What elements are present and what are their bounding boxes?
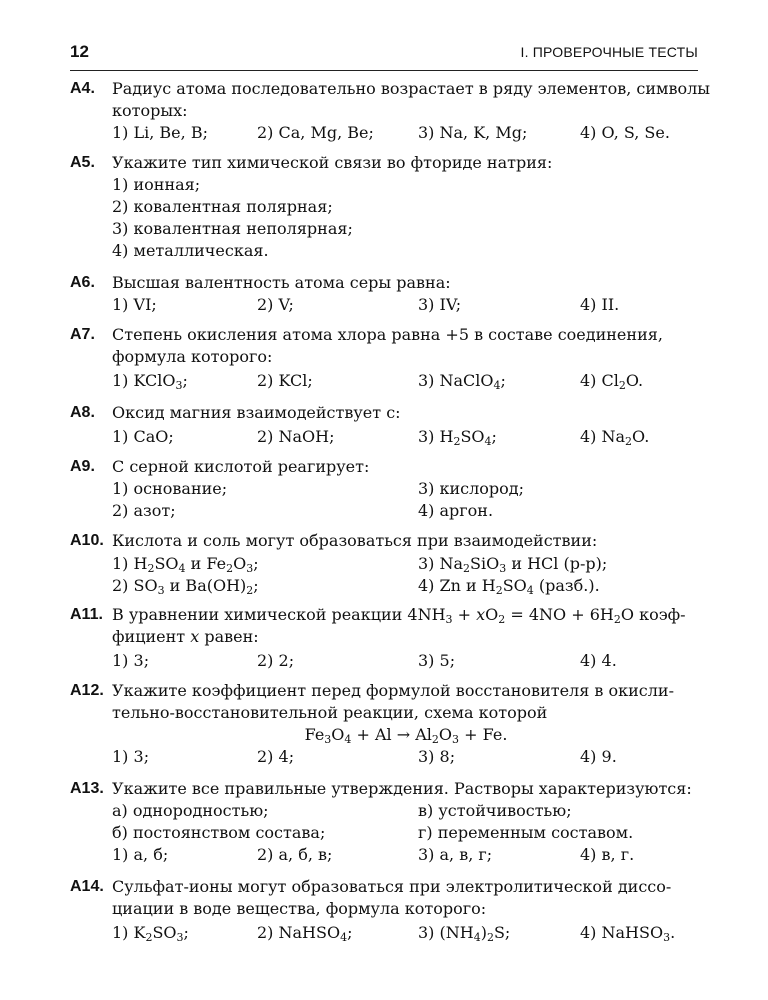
answer-options: [112, 478, 700, 522]
option-4: 4) II.: [580, 295, 620, 314]
page-number: 12: [70, 42, 89, 61]
question-id: A14.: [70, 878, 104, 895]
question-id: A10.: [70, 532, 104, 549]
answer-options: [112, 553, 700, 597]
question-text: [112, 680, 700, 724]
option-1: 1) VI;: [112, 295, 157, 314]
reaction-scheme: $Fe_3O_4 + Al \to Al_2O_3 + Fe$.: [304, 725, 508, 746]
option-3: 3) $H_2SO_4$;: [418, 427, 497, 448]
option-4: 4) 4.: [580, 651, 617, 670]
question-text: [112, 778, 700, 800]
question-line: С серной кислотой реагирует:: [112, 457, 370, 476]
option-4: 4) $Cl_2O$.: [580, 371, 644, 392]
option-4: 4) в, г.: [580, 845, 635, 864]
option-1: 1) KClO$_3$;: [112, 371, 188, 392]
statement-a: а) однородностью;: [112, 801, 269, 820]
answer-options: [112, 294, 700, 316]
question-id: A7.: [70, 326, 95, 343]
question-line: фициент x равен:: [112, 627, 259, 646]
answer-options: [112, 650, 700, 672]
option-4: 4) $Na_2O$.: [580, 427, 650, 448]
option-1: 1) $H_2SO_4$ и $Fe_2O_3$;: [112, 554, 259, 575]
option-2: 2) NaOH;: [257, 427, 335, 446]
option-4: 4) O, S, Se.: [580, 123, 670, 142]
option-4: 4) 9.: [580, 747, 617, 766]
question-id: A12.: [70, 682, 104, 699]
option-3: 3) IV;: [418, 295, 462, 314]
answer-options: [112, 370, 700, 392]
question-text: [112, 324, 700, 368]
question-line: В уравнении химической реакции $4NH_3 + xO_2 = 4NO + 6H_2O$ коэф-: [112, 605, 686, 626]
question-line: Радиус атома последовательно возрастает в ряду элементов, символы: [112, 79, 711, 98]
option-4: 4) металлическая.: [112, 241, 269, 260]
option-3: 3) NaClO$_4$;: [418, 371, 506, 392]
question-id: A13.: [70, 780, 104, 797]
statement-v: в) устойчивостью;: [418, 801, 572, 820]
option-3: 3) 8;: [418, 747, 456, 766]
option-2: 2) KCl;: [257, 371, 313, 390]
option-2: 2) Ca, Mg, Be;: [257, 123, 374, 142]
page-header: [70, 40, 698, 71]
option-3: 3) $Na_2SiO_3$ и HCl (р-р);: [418, 554, 608, 575]
option-2: 2) 4;: [257, 747, 295, 766]
question-line: Укажите все правильные утверждения. Растворы характеризуются:: [112, 779, 692, 798]
question-text: [112, 402, 700, 424]
option-2: 2) азот;: [112, 501, 176, 520]
question-line: циации в воде вещества, формула которого:: [112, 899, 487, 918]
statement-b: б) постоянством состава;: [112, 823, 326, 842]
statement-g: г) переменным составом.: [418, 823, 634, 842]
question-id: A6.: [70, 274, 95, 291]
option-4: 4) Zn и $H_2SO_4$ (разб.).: [418, 576, 600, 597]
question-text: [112, 530, 700, 552]
question-text: [112, 604, 700, 648]
option-1: 1) Li, Be, B;: [112, 123, 208, 142]
question-line: Кислота и соль могут образоваться при взаимодействии:: [112, 531, 598, 550]
question-line: формула которого:: [112, 347, 273, 366]
option-1: 1) $K_2SO_3$;: [112, 923, 189, 944]
answer-options: [112, 426, 700, 448]
option-3: 3) 5;: [418, 651, 456, 670]
question-text: [112, 152, 700, 174]
question-line: Степень окисления атома хлора равна +5 в составе соединения,: [112, 325, 663, 344]
question-text: [112, 78, 711, 122]
option-1: 1) ионная;: [112, 175, 201, 194]
option-1: 1) 3;: [112, 747, 150, 766]
option-4: 4) NaHSO$_3$.: [580, 923, 676, 944]
answer-options: [112, 922, 700, 944]
question-line: Сульфат-ионы могут образоваться при электролитической диссо-: [112, 877, 672, 896]
question-line: Оксид магния взаимодействует с:: [112, 403, 401, 422]
question-text: [112, 272, 700, 294]
answer-options: [112, 122, 700, 144]
option-4: 4) аргон.: [418, 501, 494, 520]
section-title: I. ПРОВЕРОЧНЫЕ ТЕСТЫ: [520, 44, 698, 60]
question-line: Высшая валентность атома серы равна:: [112, 273, 451, 292]
option-2: 2) V;: [257, 295, 294, 314]
option-3: 3) ковалентная неполярная;: [112, 219, 353, 238]
option-3: 3) кислород;: [418, 479, 525, 498]
option-2: 2) NaHSO$_4$;: [257, 923, 353, 944]
question-text: [112, 876, 700, 920]
option-1: 1) основание;: [112, 479, 228, 498]
question-id: A8.: [70, 404, 95, 421]
answer-options: [112, 724, 700, 768]
option-1: 1) CaO;: [112, 427, 174, 446]
question-text: [112, 456, 700, 478]
option-2: 2) а, б, в;: [257, 845, 333, 864]
option-2: 2) $SO_3$ и $Ba(OH)_2$;: [112, 576, 259, 597]
option-2: 2) ковалентная полярная;: [112, 197, 333, 216]
question-line: которых:: [112, 101, 188, 120]
question-line: тельно-восстановительной реакции, схема которой: [112, 703, 548, 722]
option-1: 1) а, б;: [112, 845, 169, 864]
option-3: 3) $(NH_4)_2S$;: [418, 923, 511, 944]
option-3: 3) Na, K, Mg;: [418, 123, 528, 142]
question-id: A11.: [70, 606, 103, 623]
statements: [112, 800, 700, 866]
question-id: A4.: [70, 80, 95, 97]
option-1: 1) 3;: [112, 651, 150, 670]
question-line: Укажите коэффициент перед формулой восстановителя в окисли-: [112, 681, 674, 700]
question-id: A5.: [70, 154, 95, 171]
answer-options: [112, 174, 700, 262]
question-line: Укажите тип химической связи во фториде натрия:: [112, 153, 553, 172]
question-id: A9.: [70, 458, 95, 475]
option-3: 3) а, в, г;: [418, 845, 493, 864]
option-2: 2) 2;: [257, 651, 295, 670]
